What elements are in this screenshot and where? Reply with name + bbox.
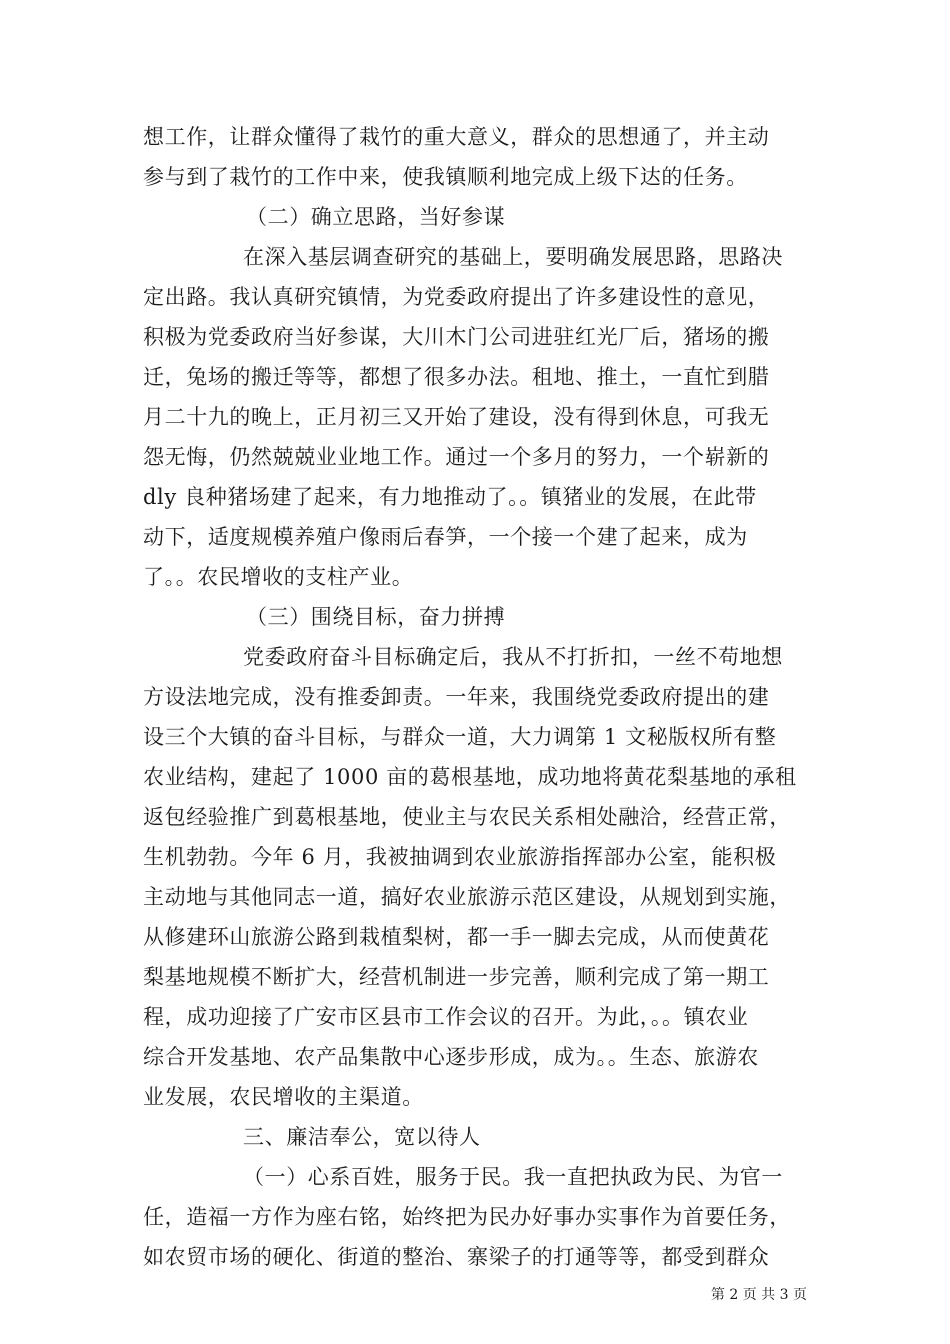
paragraph-line: 方设法地完成，没有推委卸责。一年来，我围绕党委政府提出的建: [143, 685, 770, 709]
paragraph-line: 程，成功迎接了广安市区县市工作会议的召开。为此，。。镇农业: [143, 1005, 749, 1029]
paragraph-line: 生机勃勃。今年 6 月，我被抽调到农业旅游指挥部办公室，能积极: [143, 845, 777, 869]
paragraph-line: 主动地与其他同志一道，搞好农业旅游示范区建设，从规划到实施，: [143, 885, 791, 909]
paragraph-line: 积极为党委政府当好参谋，大川木门公司进驻红光厂后，猪场的搬: [143, 325, 770, 349]
paragraph-line: 任，造福一方作为座右铭，始终把为民办好事办实事作为首要任务，: [143, 1205, 791, 1229]
paragraph-line: 参与到了栽竹的工作中来，使我镇顺利地完成上级下达的任务。: [143, 165, 748, 189]
paragraph-line: 想工作，让群众懂得了栽竹的重大意义，群众的思想通了，并主动: [143, 125, 770, 149]
paragraph-line: 业发展，农民增收的主渠道。: [143, 1085, 424, 1109]
section-heading: 三、廉洁奉公，宽以待人: [243, 1125, 481, 1149]
paragraph-line: 动下，适度规模养殖户像雨后春笋，一个接一个建了起来，成为: [143, 525, 748, 549]
page-number-footer: 第 2 页 共 3 页: [710, 1287, 807, 1303]
paragraph-line: 党委政府奋斗目标确定后，我从不打折扣，一丝不苟地想: [243, 645, 783, 669]
paragraph-line: 如农贸市场的硬化、街道的整治、寨梁子的打通等等，都受到群众: [143, 1245, 770, 1269]
paragraph-line: 了。。农民增收的支柱产业。: [143, 565, 414, 589]
paragraph-line: 设三个大镇的奋斗目标，与群众一道，大力调第 1 文秘版权所有整: [143, 725, 777, 749]
paragraph-line: 月二十九的晚上，正月初三又开始了建设，没有得到休息，可我无: [143, 405, 770, 429]
paragraph-line: 农业结构，建起了 1000 亩的葛根基地，成功地将黄花梨基地的承租: [143, 765, 797, 789]
section-heading: （三）围绕目标，奋力拼搏: [246, 605, 506, 629]
paragraph-line: 返包经验推广到葛根基地，使业主与农民关系相处融洽，经营正常，: [143, 805, 791, 829]
section-heading: （二）确立思路，当好参谋: [246, 205, 506, 229]
paragraph-line: dly 良种猪场建了起来，有力地推动了。。镇猪业的发展，在此带: [143, 485, 757, 509]
paragraph-line: 综合开发基地、农产品集散中心逐步形成，成为。。生态、旅游农: [143, 1045, 759, 1069]
paragraph-line: 定出路。我认真研究镇情，为党委政府提出了许多建设性的意见，: [143, 285, 770, 309]
paragraph-line: 梨基地规模不断扩大，经营机制进一步完善，顺利完成了第一期工: [143, 965, 770, 989]
paragraph-line: 怨无悔，仍然兢兢业业地工作。通过一个多月的努力，一个崭新的: [143, 445, 770, 469]
paragraph-line: （一）心系百姓，服务于民。我一直把执政为民、为官一: [243, 1165, 783, 1189]
paragraph-line: 在深入基层调查研究的基础上，要明确发展思路，思路决: [243, 245, 783, 269]
paragraph-line: 迁，兔场的搬迁等等，都想了很多办法。租地、推土，一直忙到腊: [143, 365, 770, 389]
paragraph-line: 从修建环山旅游公路到栽植梨树，都一手一脚去完成，从而使黄花: [143, 925, 770, 949]
